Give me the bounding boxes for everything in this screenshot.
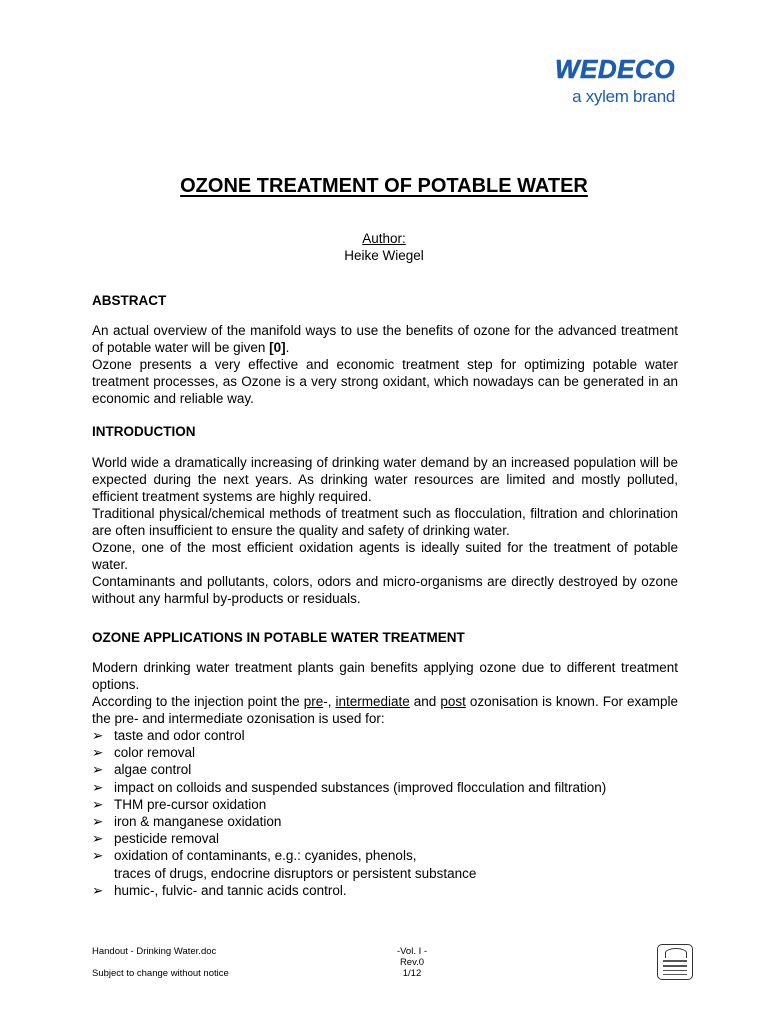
brand-tagline: a xylem brand [572, 87, 675, 106]
applications-heading: OZONE APPLICATIONS IN POTABLE WATER TREATMENT [92, 630, 465, 645]
applications-paragraph-1: Modern drinking water treatment plants gain benefits applying ozone due to different treatment options. [92, 660, 678, 692]
arrow-bullet-icon: ➢ [92, 882, 104, 898]
list-item: ➢ taste and odor control [92, 728, 245, 743]
footer-rev: Rev.0 [399, 957, 425, 968]
list-item: ➢ color removal [92, 745, 196, 761]
author-block [0, 230, 768, 264]
reference-0: [0] [269, 340, 286, 355]
list-item: ➢ humic-, fulvic- and tannic acids control. [92, 882, 347, 898]
arrow-bullet-icon: ➢ [92, 728, 104, 743]
certification-seal-icon [657, 944, 693, 980]
arrow-bullet-icon: ➢ [92, 762, 104, 778]
abstract-paragraph-2: Ozone presents a very effective and economic treatment step for optimizing potable water treatment processes, as Ozone is a very strong oxidant, which nowadays can be generated in an economic and reliable way. [92, 357, 678, 406]
introduction-paragraph-2: Traditional physical/chemical methods of treatment such as flocculation, filtration and chlorination are often insufficient to ensure the quality and safety of drinking water. [92, 506, 678, 538]
author-label: Author: [362, 231, 406, 246]
introduction-body [92, 454, 678, 607]
applications-list [92, 727, 678, 899]
list-item: ➢ iron & manganese oxidation [92, 814, 282, 830]
abstract-heading: ABSTRACT [92, 293, 167, 308]
list-item: ➢ pesticide removal [92, 831, 220, 847]
arrow-bullet-icon: ➢ [92, 848, 104, 864]
abstract-body [92, 322, 678, 407]
footer-page-number: 1/12 [402, 968, 422, 979]
introduction-heading: INTRODUCTION [92, 424, 196, 439]
list-item: ➢ oxidation of contaminants, e.g.: cyanides, phenols, traces of drugs, endocrine disruptors or persistent substance [92, 848, 477, 881]
list-item: ➢ THM pre-cursor oxidation [92, 796, 267, 812]
arrow-bullet-icon: ➢ [92, 831, 104, 847]
introduction-paragraph-1: World wide a dramatically increasing of drinking water demand by an increased population will be expected during the next years. As drinking water resources are limited and mostly polluted, efficient treatment systems are highly required. [92, 455, 678, 504]
footer-vol: -Vol. I - [396, 946, 428, 957]
arrow-bullet-icon: ➢ [92, 796, 104, 812]
applications-body [92, 659, 678, 899]
applications-paragraph-2: According to the injection point the pre-, intermediate and post ozonisation is known. For example the pre- and intermediate ozonisation is used for: [92, 694, 678, 726]
brand-name: WEDECO [555, 54, 675, 84]
list-item: ➢ algae control [92, 762, 192, 778]
introduction-paragraph-3: Ozone, one of the most efficient oxidation agents is ideally suited for the treatment of potable water. [92, 540, 678, 572]
arrow-bullet-icon: ➢ [92, 779, 104, 795]
author-name: Heike Wiegel [344, 248, 424, 263]
introduction-paragraph-4: Contaminants and pollutants, colors, odors and micro-organisms are directly destroyed by ozone without any harmful by-products or residuals. [92, 574, 678, 606]
document-title: OZONE TREATMENT OF POTABLE WATER [180, 175, 588, 197]
footer-version [372, 946, 452, 979]
abstract-paragraph-1: An actual overview of the manifold ways to use the benefits of ozone for the advanced treatment of potable water will be given [0]. [92, 323, 678, 355]
list-item: ➢ impact on colloids and suspended substances (improved flocculation and filtration) [92, 779, 607, 795]
arrow-bullet-icon: ➢ [92, 814, 104, 830]
footer-notice: Subject to change without notice [92, 968, 229, 979]
arrow-bullet-icon: ➢ [92, 745, 104, 761]
brand-logo [525, 56, 675, 108]
footer-filename: Handout - Drinking Water.doc [92, 946, 217, 957]
